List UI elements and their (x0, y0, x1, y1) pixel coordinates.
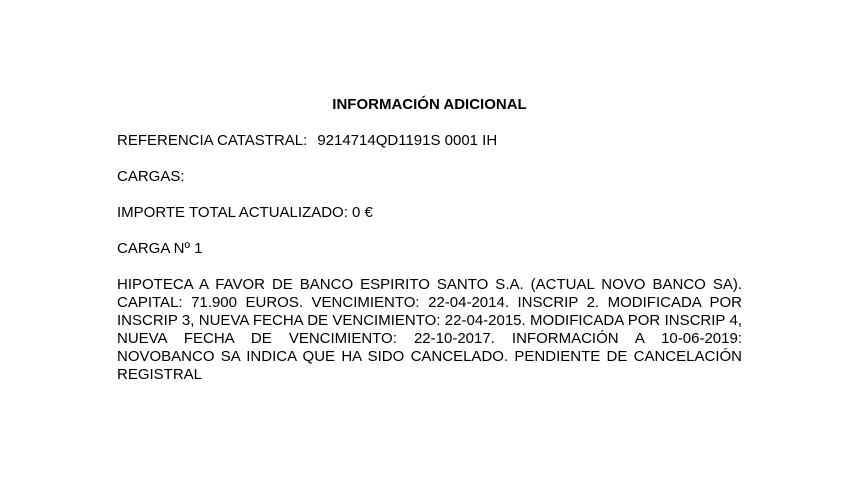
cargas-label: CARGAS: (117, 168, 185, 185)
document-body (117, 96, 742, 384)
importe-total-line: IMPORTE TOTAL ACTUALIZADO: 0 € (117, 204, 373, 221)
document-title: INFORMACIÓN ADICIONAL (332, 96, 527, 113)
carga-description: HIPOTECA A FAVOR DE BANCO ESPIRITO SANTO S.A. (ACTUAL NOVO BANCO SA). CAPITAL: 71.900 EUROS. VENCIMIENTO: 22-04-2014. INSCRIP 2. MODIFICADA POR INSCRIP 3, NUEVA FECHA DE VENCIMIENTO: 22-04-2015. MODIFICADA POR INSCRIP 4, NUEVA FECHA DE VENCIMIENTO: 22-10-2017. INFORMACIÓN A 10-06-2019: NOVOBANCO SA INDICA QUE HA SIDO CANCELADO. PENDIENTE DE CANCELACIÓN REGISTRAL (117, 276, 742, 383)
catastral-reference-line (117, 132, 742, 150)
catastral-value: 9214714QD1191S 0001 IH (317, 132, 498, 149)
catastral-label: REFERENCIA CATASTRAL: (117, 132, 308, 149)
carga-header: CARGA Nº 1 (117, 240, 203, 257)
